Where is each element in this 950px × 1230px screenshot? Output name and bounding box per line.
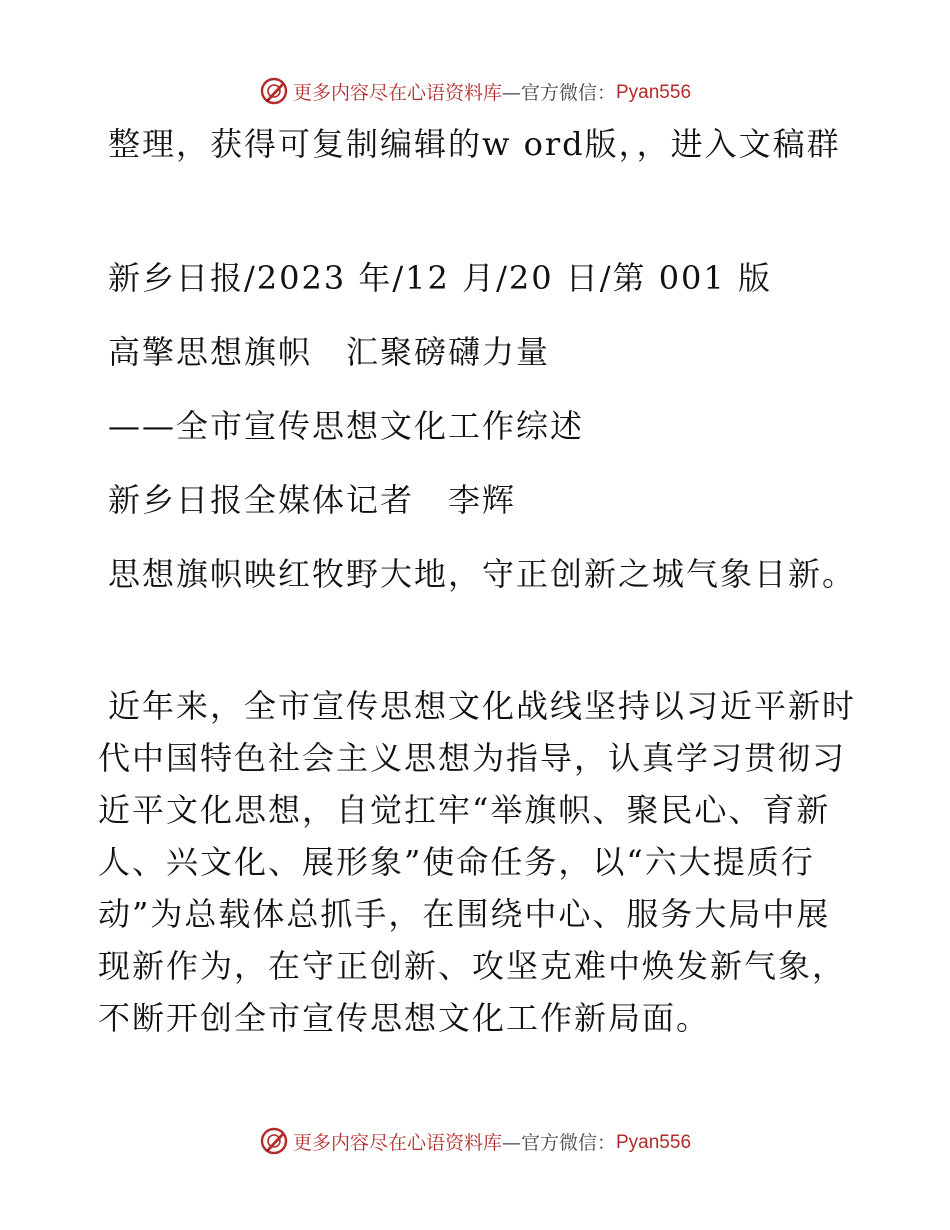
watermark-separator: — (501, 82, 521, 104)
header-watermark (0, 78, 950, 108)
paragraph-1 (98, 548, 858, 600)
headline-content: 高擎思想旗帜 汇聚磅礴力量 (108, 333, 551, 371)
paragraph-2 (98, 680, 858, 1044)
pen-circle-logo-icon (259, 1126, 289, 1156)
headline (98, 326, 858, 378)
subheadline-content: ——全市宣传思想文化工作综述 (108, 407, 585, 445)
watermark-wechat-label: 官方微信： (520, 82, 616, 104)
watermark-site-text: 更多内容尽在心语资料库 (292, 82, 502, 104)
source-line (98, 252, 858, 304)
watermark-separator: — (501, 1132, 521, 1154)
watermark-wechat-id: Pyan556 (616, 82, 692, 103)
byline-content: 新乡日报全媒体记者 李辉 (108, 481, 517, 519)
paragraph-2-content: 近年来，全市宣传思想文化战线坚持以习近平新时代中国特色社会主义思想为指导，认真学习贯彻习近平文化思想，自觉扛牢“举旗帜、聚民心、育新人、兴文化、展形象”使命任务，以“六大提质行动”为总载体总抓手，在围绕中心、服务大局中展现新作为，在守正创新、攻坚克难中焕发新气象，不断开创全市宣传思想文化工作新局面。 (98, 687, 857, 1037)
intro-text-content: 整理，获得可复制编辑的w ord版，，进入文稿群 (108, 125, 841, 163)
intro-text (98, 118, 858, 170)
byline (98, 474, 858, 526)
source-line-content: 新乡日报/2023 年/12 月/20 日/第 001 版 (108, 259, 772, 297)
paragraph-1-content: 思想旗帜映红牧野大地，守正创新之城气象日新。 (108, 555, 857, 593)
watermark-site-text: 更多内容尽在心语资料库 (292, 1132, 502, 1154)
watermark-wechat-id: Pyan556 (616, 1132, 692, 1153)
pen-circle-logo-icon (259, 76, 289, 106)
footer-watermark (0, 1128, 950, 1158)
subheadline (98, 400, 858, 452)
watermark-wechat-label: 官方微信： (520, 1132, 616, 1154)
